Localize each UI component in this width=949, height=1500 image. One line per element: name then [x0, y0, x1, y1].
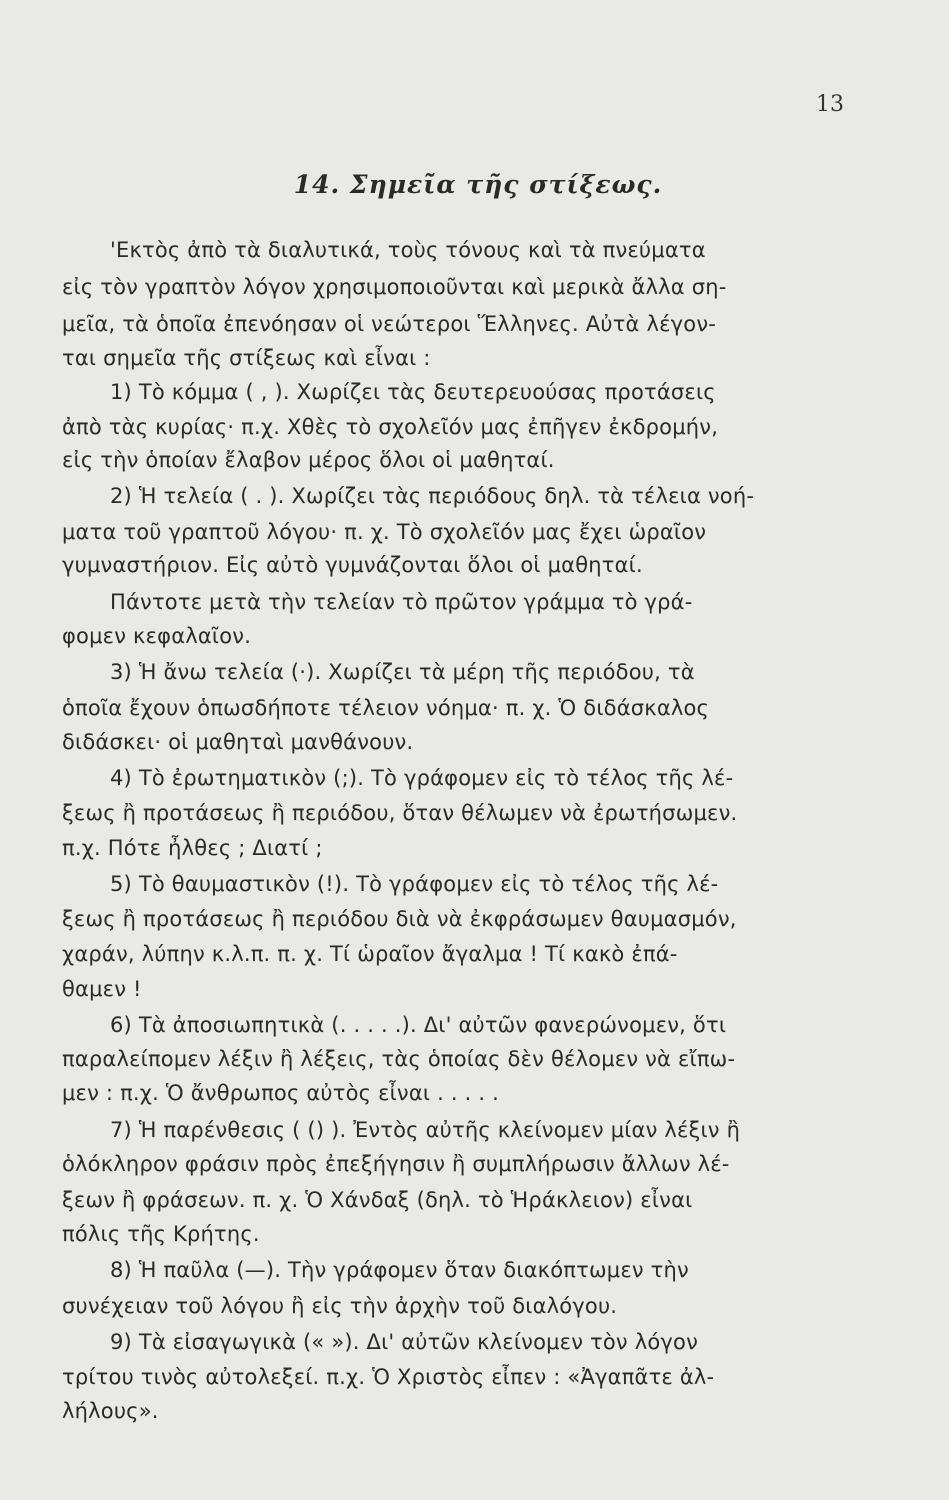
text-line: τρίτου τινὸς αὐτολεξεί. π.χ. Ὁ Χριστὸς εἶπεν : «Ἀγαπᾶτε ἀλ-: [62, 1365, 715, 1389]
text-line: 2) Ἡ τελεία ( . ). Χωρίζει τὰς περιόδους δηλ. τὰ τέλεια νοή-: [110, 484, 755, 508]
text-line: π.χ. Πότε ἦλθες ; Διατί ;: [62, 836, 323, 860]
text-line: ται σημεῖα τῆς στίξεως καὶ εἶναι :: [62, 346, 431, 370]
text-line: λήλους».: [62, 1399, 159, 1423]
text-line: ξεως ἢ προτάσεως ἢ περιόδου διὰ νὰ ἐκφράσωμεν θαυμασμόν,: [62, 907, 737, 931]
text-line: 4) Τὸ ἐρωτηματικὸν (;). Τὸ γράφομεν εἰς τὸ τέλος τῆς λέ-: [110, 766, 734, 790]
text-line: θαμεν !: [62, 977, 142, 1001]
page-number: 13: [816, 92, 844, 117]
text-line: ξεων ἢ φράσεων. π. χ. Ὁ Χάνδαξ (δηλ. τὸ Ἡράκλειον) εἶναι: [62, 1188, 693, 1212]
text-line: 3) Ἡ ἄνω τελεία (·). Χωρίζει τὰ μέρη τῆς περιόδου, τὰ: [110, 660, 695, 684]
text-line: 9) Τὰ εἰσαγωγικὰ (« »). Δι' αὐτῶν κλείνομεν τὸν λόγον: [110, 1330, 699, 1354]
section-heading: 14. Σημεῖα τῆς στίξεως.: [293, 170, 663, 199]
text-line: μεν : π.χ. Ὁ ἄνθρωπος αὐτὸς εἶναι . . . . .: [62, 1081, 499, 1105]
text-line: φομεν κεφαλαῖον.: [62, 624, 252, 648]
text-line: εἰς τὸν γραπτὸν λόγον χρησιμοποιοῦνται καὶ μερικὰ ἄλλα ση-: [62, 275, 727, 299]
text-line: ξεως ἢ προτάσεως ἢ περιόδου, ὅταν θέλωμεν νὰ ἐρωτήσωμεν.: [62, 801, 738, 825]
text-line: γυμναστήριον. Εἰς αὐτὸ γυμνάζονται ὅλοι οἱ μαθηταί.: [62, 553, 643, 577]
text-line: ἀπὸ τὰς κυρίας· π.χ. Χθὲς τὸ σχολεῖόν μας ἐπῆγεν ἐκδρομήν,: [62, 415, 719, 439]
text-line: εἰς τὴν ὁποίαν ἔλαβον μέρος ὅλοι οἱ μαθηταί.: [62, 448, 555, 472]
text-line: 'Εκτὸς ἀπὸ τὰ διαλυτικά, τοὺς τόνους καὶ τὰ πνεύματα: [110, 238, 706, 262]
text-line: Πάντοτε μετὰ τὴν τελείαν τὸ πρῶτον γράμμα τὸ γρά-: [110, 590, 693, 614]
text-line: 5) Τὸ θαυμαστικὸν (!). Τὸ γράφομεν εἰς τὸ τέλος τῆς λέ-: [110, 872, 719, 896]
text-line: 7) Ἡ παρένθεσις ( () ). Ἐντὸς αὐτῆς κλείνομεν μίαν λέξιν ἢ: [110, 1118, 741, 1142]
text-line: συνέχειαν τοῦ λόγου ἢ εἰς τὴν ἀρχὴν τοῦ διαλόγου.: [62, 1294, 618, 1318]
text-line: μεῖα, τὰ ὁποῖα ἐπενόησαν οἱ νεώτεροι Ἕλληνες. Αὐτὰ λέγον-: [62, 312, 717, 336]
text-line: ματα τοῦ γραπτοῦ λόγου· π. χ. Τὸ σχολεῖόν μας ἔχει ὡραῖον: [62, 520, 707, 544]
text-line: διδάσκει· οἱ μαθηταὶ μανθάνουν.: [62, 730, 414, 754]
text-line: παραλείπομεν λέξιν ἢ λέξεις, τὰς ὁποίας δὲν θέλομεν νὰ εἴπω-: [62, 1047, 736, 1071]
text-line: 6) Τὰ ἀποσιωπητικὰ (. . . . .). Δι' αὐτῶν φανερώνομεν, ὅτι: [110, 1013, 727, 1037]
text-line: πόλις τῆς Κρήτης.: [62, 1222, 260, 1246]
text-line: 8) Ἡ παῦλα (—). Τὴν γράφομεν ὅταν διακόπτωμεν τὴν: [110, 1258, 689, 1282]
text-line: χαράν, λύπην κ.λ.π. π. χ. Τί ὡραῖον ἄγαλμα ! Τί κακὸ ἐπά-: [62, 942, 678, 966]
text-line: ὁποῖα ἔχουν ὁπωσδήποτε τέλειον νόημα· π. χ. Ὁ διδάσκαλος: [62, 696, 710, 720]
text-line: 1) Τὸ κόμμα ( , ). Χωρίζει τὰς δευτερευούσας προτάσεις: [110, 380, 716, 404]
text-line: ὁλόκληρον φράσιν πρὸς ἐπεξήγησιν ἢ συμπλήρωσιν ἄλλων λέ-: [62, 1152, 730, 1176]
